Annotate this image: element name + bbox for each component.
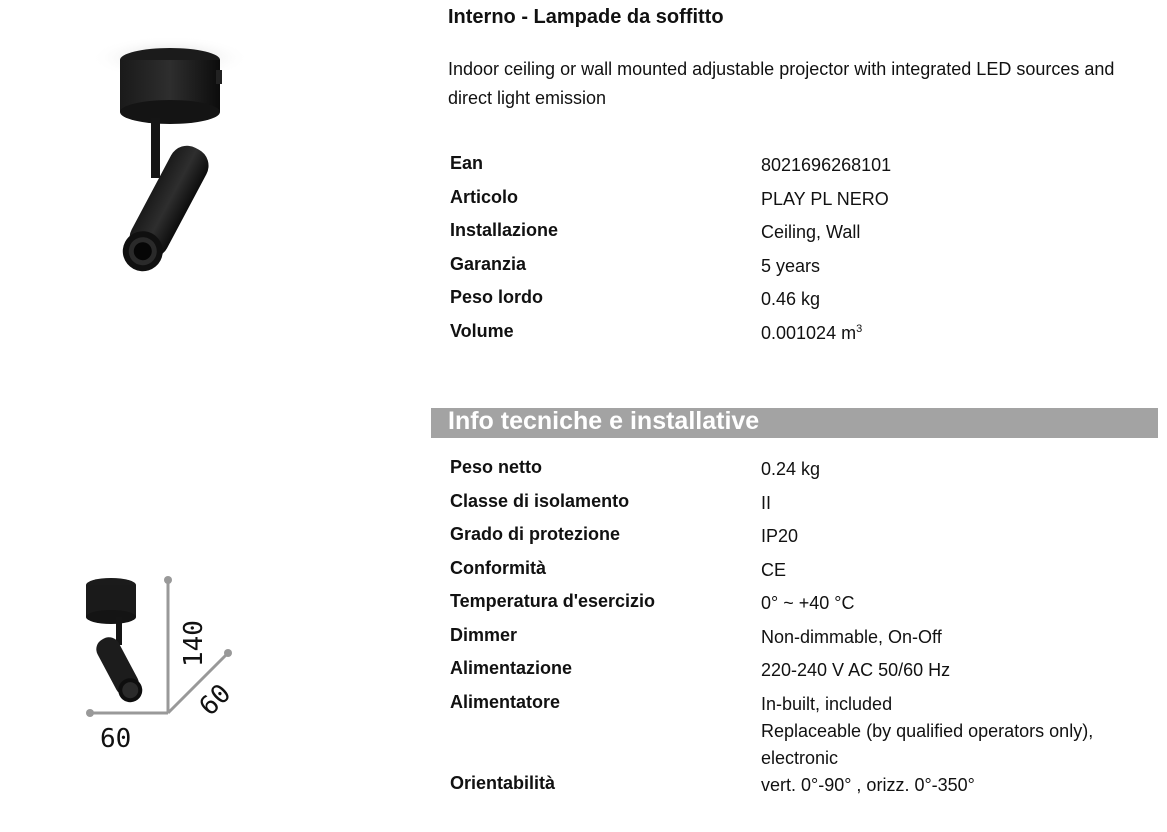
spec-value: 0.24 kg [761,459,821,479]
product-description: Indoor ceiling or wall mounted adjustable projector with integrated LED sources and direct light emission [448,59,1115,108]
spec-value-line: electronic [761,747,839,768]
spec-value: 8021696268101 [761,155,892,175]
spec-value-line: In-built, included [761,693,893,714]
spec-label: Ean [450,153,484,173]
spec-label: Dimmer [450,624,518,645]
spec-label: Alimentazione [450,658,573,678]
spec-row-peso-lordo [450,286,1150,320]
dimension-height-label: 140 [179,620,209,667]
page-title: Interno - Lampade da soffitto [448,6,724,28]
spec-value: PLAY PL NERO [761,188,889,209]
spec-row-volume [450,320,1150,354]
spec-row-orientabilita [450,772,1150,806]
spec-row-temperatura [450,590,1150,624]
spec-value: Ceiling, Wall [761,222,861,243]
spec-value-line: Replaceable (by qualified operators only), [761,720,1094,741]
product-photo [70,30,260,290]
spec-row-peso-netto [450,456,1150,490]
dimension-width-label: 60 [100,724,132,754]
spec-value: 5 years [761,255,821,276]
technical-section-header: Info tecniche e installative [431,408,1158,438]
spec-value: CE [761,559,787,580]
spec-value: Non-dimmable, On-Off [761,626,942,647]
spec-row-alimentatore [450,691,1150,772]
technical-specs-table [450,456,1150,805]
spec-row-conformita [450,557,1150,591]
spec-value: 0.46 kg [761,289,821,310]
spec-label: Volume [450,320,514,341]
spec-row-garanzia [450,253,1150,287]
spec-value: vert. 0°-90° , orizz. 0°-350° [761,774,975,795]
spec-label: Installazione [450,220,559,241]
spec-value: 220-240 V AC 50/60 Hz [761,660,951,680]
spec-row-grado-protezione [450,523,1150,557]
spec-label: Orientabilità [450,772,556,793]
spec-value [761,691,1093,772]
spec-row-dimmer [450,624,1150,658]
spec-row-installazione [450,219,1150,253]
spec-label: Articolo [450,186,519,207]
spec-label: Grado di protezione [450,524,621,544]
dimension-drawing [60,565,260,765]
spec-value: IP20 [761,526,799,546]
spec-row-articolo [450,186,1150,220]
spec-value [761,320,862,354]
general-specs-table [450,152,1150,354]
dimension-depth-label: 60 [193,678,238,722]
spec-label: Conformità [450,557,546,578]
spec-row-ean [450,152,1150,186]
spec-label: Classe di isolamento [450,490,630,511]
spec-value: 0° ~ +40 °C [761,593,855,613]
spec-label: Peso lordo [450,287,544,308]
volume-value: 0.001024 m [761,322,857,343]
spec-row-alimentazione [450,657,1150,691]
spec-label: Peso netto [450,457,543,477]
spec-label: Garanzia [450,253,527,274]
volume-unit-superscript: 3 [856,322,863,335]
spec-label: Temperatura d'esercizio [450,591,656,611]
spec-row-classe-isolamento [450,490,1150,524]
spec-label: Alimentatore [450,691,561,712]
spec-value: II [761,492,772,513]
